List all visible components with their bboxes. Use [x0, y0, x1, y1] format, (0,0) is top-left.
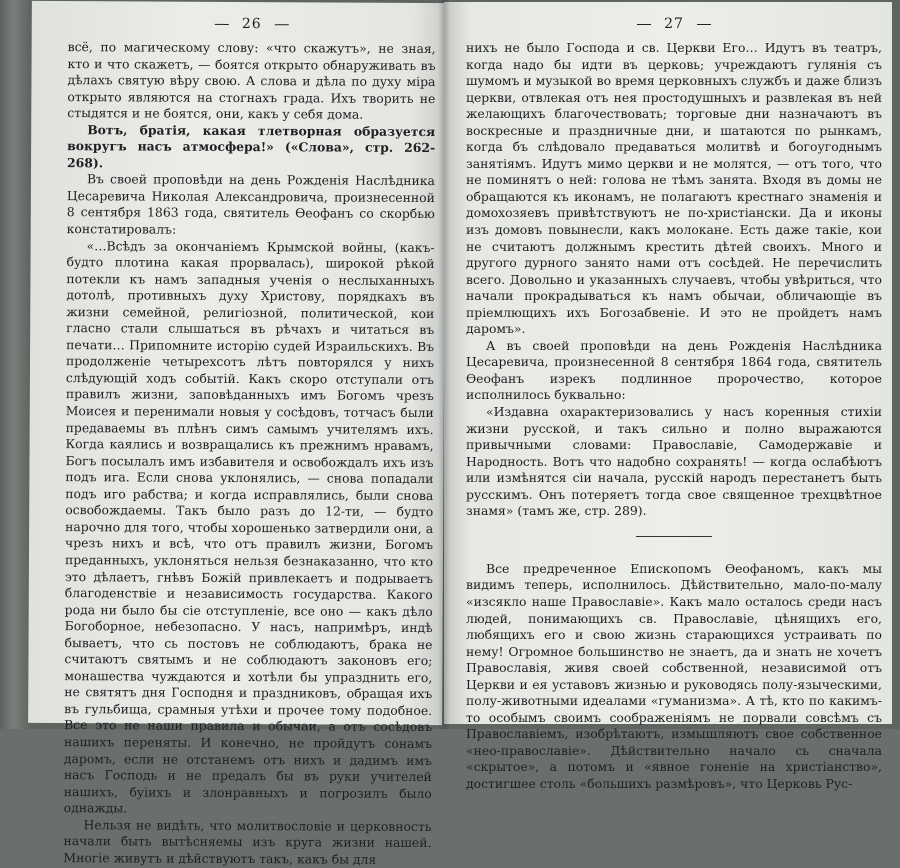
paragraph: А въ своей проповѣди на день Рожденія Наслѣдника Цесаревича, произнесенной 8 сентября 1864 года, святитель Ѳеофанъ изрекъ подлинное пророчество, которое исполнилось буквально:: [466, 337, 882, 403]
header-dash: [214, 23, 228, 24]
paragraph: Все предреченное Епископомъ Ѳеофаномъ, какъ мы видимъ теперь, исполнилось. Дѣйствительно, мало-по-малу «изсякло наше Православіе». Какъ мало осталось среди насъ людей, понимающихъ св. Православіе, цѣнящихъ его, любящихъ его и свою жизнь старающихся устраивать по нему! Огромное большинство не знаетъ, да и знать не хочетъ Православія, живя своей собственной, независимой отъ Церкви и ея уставовъ жизнью и руководясь полу-языческими, полу-животными идеалами «гуманизма». А тѣ, кто по какимъ-то особымъ своимъ соображеніямъ не порвали совсѣмъ съ Православіемъ, изобрѣтаютъ, измышляютъ свое собственное «нео-православіе». Дѣйствительно начало сь сначала «скрытое», а потомъ и «явное гоненіе на христіанство», достигшее столь «большихъ размѣровъ», что Церковь Рус-: [466, 560, 882, 791]
right-page-header: [466, 16, 882, 34]
paragraph: всё, по магическому слову: «что скажутъ», не зная, кто и что скажетъ, — боятся открыто обнаруживать въ дѣлахъ святую вѣру свою. А слова и дѣла по духу міра открыто являются на стогнахъ града. Ихъ творить не стыдятся и не боятся, они, какъ у себя дома.: [67, 39, 436, 122]
header-dash: [275, 24, 289, 25]
paragraph: нихъ не было Господа и св. Церкви Его… Идутъ въ театръ, когда надо бы идти въ церковь; учреждаютъ гулянія съ шумомъ и музыкой во время церковныхъ службъ и даже близъ церкви, отвлекая отъ нея простодушныхъ и развлекая въ ней желающихъ благочествовать; торговые дни назначаютъ въ воскресные и праздничные дни, и шатаются по рынкамъ, когда бъ слѣдовало предаваться молитвѣ и богоугоднымъ занятіямъ. Идутъ мимо церкви и не молятся, — отъ того, что не поминятъ о ней: голова не тѣмъ занята. Входя въ домы не обращаются къ иконамъ, не полагаютъ крестнаго знаменія и домохозяевъ привѣтствуютъ не по-христіански. Да и иконы изъ домовъ повынесли, какъ молокане. Есть даже такіе, кои не считаютъ должнымъ крестить дѣтей своихъ. Много и другого дурного занято нами отъ сосѣдей. Не перечислить всего. Довольно и указанныхъ случаевъ, чтобы увѣриться, что начали прокрадываться къ намъ обычаи, обличающіе въ пріемлющихъ ихъ Богозабвеніе. И это не пройдетъ намъ даромъ».: [466, 40, 882, 337]
header-dash: [637, 24, 651, 25]
left-page: [28, 1, 446, 867]
paragraph: Въ своей проповѣди на день Рожденія Наслѣдника Цесаревича Николая Александровича, произнесенной 8 сентября 1863 года, святитель Ѳеофанъ со скорбью констатировалъ:: [66, 171, 435, 237]
paragraph: Нельзя не видѣть, что молитвословіе и церковность начали быть вытѣсняемы изъ круга жизни нашей. Многіе живутъ и дѣйствуютъ такъ, какъ бы для: [63, 816, 432, 867]
right-page-number: 27: [664, 16, 684, 32]
right-page: [444, 2, 892, 791]
header-dash: [697, 24, 711, 25]
quote-paragraph: «Издавна охарактеризовались у насъ коренныя стихіи жизни русской, и такъ сильно и полно выражаются привычными словами: Православіе, Самодержавіе и Народность. Вотъ что надобно сохранять! — когда ослабѣютъ или измѣнятся сіи начала, русскій народъ перестанетъ быть русскимъ. Онъ потеряетъ тогда свое священное трехцвѣтное знамя» (тамъ же, стр. 289).: [466, 404, 882, 519]
quote-paragraph: «…Всѣдъ за окончаніемъ Крымской войны, (какъ-будто плотина какая прорвалась), широкой рѣкой потекли къ намъ западныя ученія о неслыханныхъ дотолѣ, противныхъ духу Христову, порядкахъ въ жизни семейной, религіозной, политической, кои гласно стали слышаться въ рѣчахъ и читаться въ печати… Припомните исторію судей Израильскихъ. Въ продолженіе четырехсотъ лѣтъ повторялся у нихъ слѣдующій ходъ событій. Какъ скоро отступали отъ правилъ жизни, заповѣданныхъ имъ Богомъ чрезъ Моисея и перенимали новыя у сосѣдовъ, тотчасъ были предаваемы въ плѣнъ симъ самымъ учителямъ ихъ. Когда каялись и возвращались къ прежнимъ нравамъ, Богъ посылалъ имъ избавителя и освобождалъ ихъ изъ подъ ига. Если снова уклонялись, — снова попадали подъ иго рабства; и когда исправлялись, были снова освобождаемы. Такъ было разъ до 12-ти, — будто нарочно для того, чтобы хорошенько затвердили они, а чрезъ нихъ и всѣ, что отъ правилъ жизни, Богомъ преданныхъ, уклоняться нельзя безнаказанно, что кто это дѣлаетъ, гнѣвъ Божій привлекаетъ и подрываетъ благоденствіе и независимость государства. Какого рода ни было бы сіе отступленіе, все оно — какъ дѣло Богоборное, небезопасно. У насъ, напримѣръ, индѣ бываетъ, что сь постовъ не соблюдаютъ, брака не считаютъ святымъ и не соблюдаютъ законовъ его; монашества чуждаются и хотѣли бы упразднить его, не святятъ дня Господня и праздниковъ, обращая ихъ въ гульбища, срамныя утѣхи и прочее тому подобное. Все это не наши правила и обычаи, а отъ сосѣдовъ нашихъ переняты. И конечно, не пройдутъ сонамъ даромъ, если не отстанемъ отъ нихъ и дадимъ имъ насъ Господь и не предалъ бы въ руки учителей нашихъ, буіихъ и злонравныхъ и погрозилъ было однажды.: [63, 237, 435, 816]
book-gutter-shadow: [438, 0, 450, 729]
left-page-header: [68, 15, 436, 35]
left-page-number: 26: [241, 16, 262, 33]
left-page-text: [63, 39, 435, 868]
right-page-text: [466, 40, 882, 793]
section-separator: [636, 536, 712, 537]
paragraph: Вотъ, братія, какая тлетворная образуется вокругъ насъ атмосфера!» («Слова», стр. 262-268).: [67, 121, 436, 171]
